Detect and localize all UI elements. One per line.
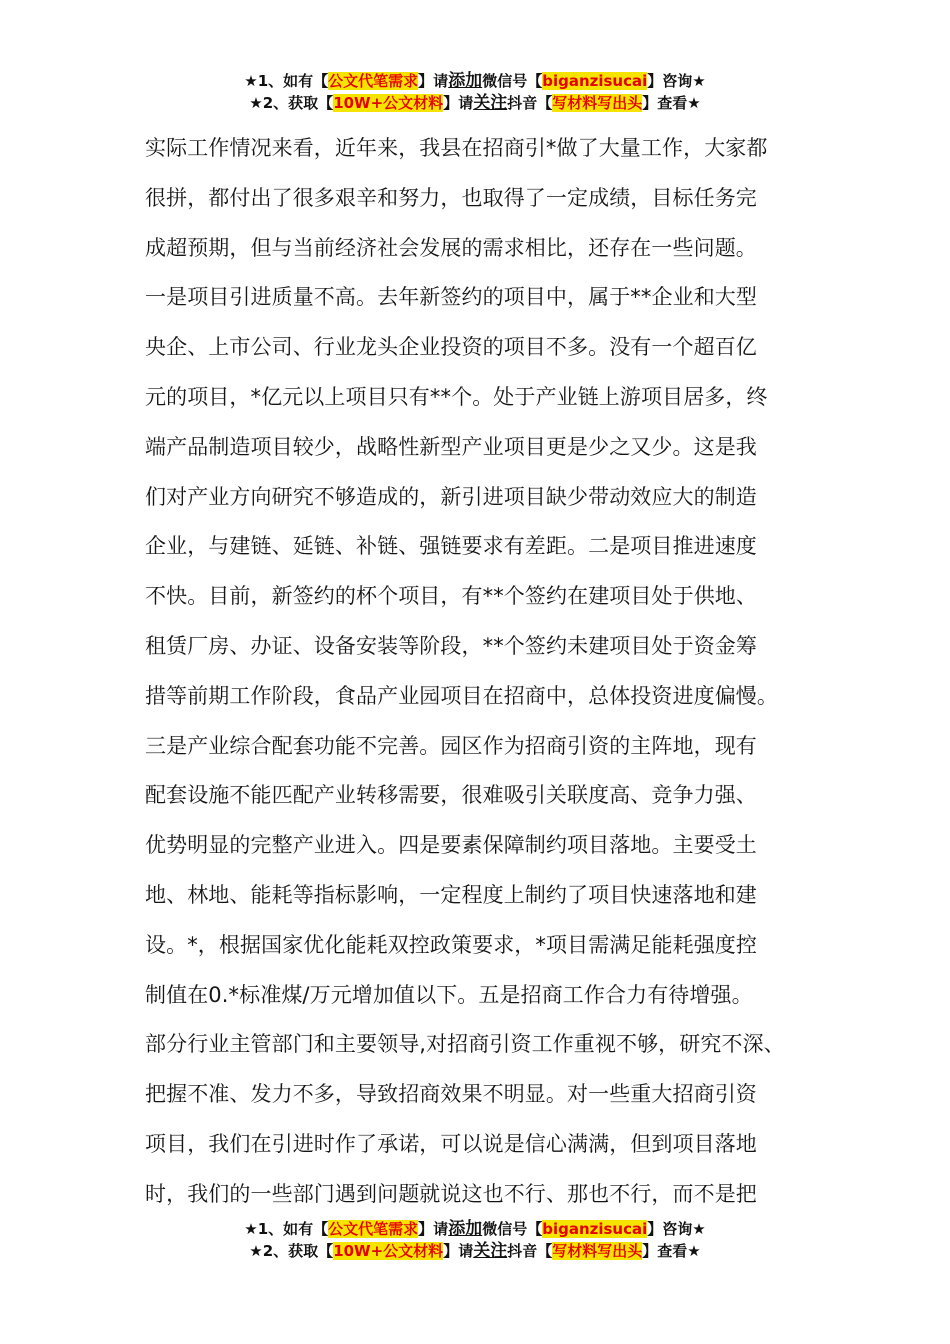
highlight-douyin-account: 写材料写出头	[552, 1242, 643, 1260]
body-line: 很拼，都付出了很多艰辛和努力，也取得了一定成绩，目标任务完	[145, 185, 757, 210]
body-line: 不快。目前，新签约的杯个项目，有**个签约在建项目处于供地、	[145, 584, 757, 609]
highlight-ghostwriting: 公文代笔需求	[328, 1220, 419, 1238]
document-body	[145, 124, 825, 1220]
body-line: 项目，我们在引进时作了承诺，可以说是信心满满，但到项目落地	[145, 1131, 757, 1156]
promo-text: 】咨询★	[647, 1220, 706, 1238]
body-line: 措等前期工作阶段，食品产业园项目在招商中，总体投资进度偏慢。	[145, 683, 778, 708]
highlight-materials: 10W+公文材料	[333, 94, 444, 112]
body-line: 端产品制造项目较少，战略性新型产业项目更是少之又少。这是我	[145, 434, 757, 459]
body-line: 地、林地、能耗等指标影响，一定程度上制约了项目快速落地和建	[145, 882, 757, 907]
promo-text: 】咨询★	[647, 72, 706, 90]
body-line: 设。*，根据国家优化能耗双控政策要求，*项目需满足能耗强度控	[145, 932, 757, 957]
promo-text: 】查看★	[642, 1242, 701, 1260]
body-line: 部分行业主管部门和主要领导,对招商引资工作重视不够，研究不深、	[145, 1032, 785, 1057]
promo-line-1	[0, 1218, 950, 1240]
promo-text: 】请	[443, 94, 474, 112]
promo-text: 微信号【	[482, 1220, 543, 1238]
promo-line-2	[0, 1240, 950, 1262]
body-line: 三是产业综合配套功能不完善。园区作为招商引资的主阵地，现有	[145, 733, 757, 758]
body-line: 把握不准、发力不多，导致招商效果不明显。对一些重大招商引资	[145, 1082, 757, 1107]
highlight-wechat-id: biganzisucai	[542, 1220, 648, 1238]
underlined-follow: 关注	[473, 93, 508, 113]
promo-text: ★1、如有【	[244, 72, 329, 90]
promo-text: ★2、获取【	[249, 1242, 334, 1260]
highlight-wechat-id: biganzisucai	[542, 72, 648, 90]
footer-promo-banner	[0, 1218, 950, 1262]
body-line: 租赁厂房、办证、设备安装等阶段，**个签约未建项目处于资金筹	[145, 633, 757, 658]
body-line: 企业，与建链、延链、补链、强链要求有差距。二是项目推进速度	[145, 534, 757, 559]
promo-line-2	[0, 92, 950, 114]
body-line: 优势明显的完整产业进入。四是要素保障制约项目落地。主要受土	[145, 833, 757, 858]
body-line: 元的项目，*亿元以上项目只有**个。处于产业链上游项目居多，终	[145, 384, 768, 409]
promo-text: 微信号【	[482, 72, 543, 90]
body-line: 时，我们的一些部门遇到问题就说这也不行、那也不行，而不是把	[145, 1181, 757, 1206]
promo-text: 抖音【	[507, 1242, 553, 1260]
underlined-follow: 关注	[473, 1241, 508, 1261]
body-line: 成超预期，但与当前经济社会发展的需求相比，还存在一些问题。	[145, 235, 757, 260]
promo-text: 】请	[418, 72, 449, 90]
promo-text: ★2、获取【	[249, 94, 334, 112]
promo-text: 抖音【	[507, 94, 553, 112]
body-line: 配套设施不能匹配产业转移需要，很难吸引关联度高、竞争力强、	[145, 783, 757, 808]
promo-text: 】请	[443, 1242, 474, 1260]
body-line: 一是项目引进质量不高。去年新签约的项目中，属于**企业和大型	[145, 285, 757, 310]
promo-line-1	[0, 70, 950, 92]
promo-text: ★1、如有【	[244, 1220, 329, 1238]
underlined-add: 添加	[448, 71, 483, 91]
body-line: 央企、上市公司、行业龙头企业投资的项目不多。没有一个超百亿	[145, 335, 757, 360]
header-promo-banner	[0, 70, 950, 114]
underlined-add: 添加	[448, 1219, 483, 1239]
highlight-materials: 10W+公文材料	[333, 1242, 444, 1260]
highlight-ghostwriting: 公文代笔需求	[328, 72, 419, 90]
body-line: 们对产业方向研究不够造成的，新引进项目缺少带动效应大的制造	[145, 484, 757, 509]
promo-text: 】请	[418, 1220, 449, 1238]
promo-text: 】查看★	[642, 94, 701, 112]
body-line: 实际工作情况来看，近年来，我县在招商引*做了大量工作，大家都	[145, 136, 768, 160]
highlight-douyin-account: 写材料写出头	[552, 94, 643, 112]
body-line: 制值在0.*标准煤/万元增加值以下。五是招商工作合力有待增强。	[145, 982, 753, 1007]
